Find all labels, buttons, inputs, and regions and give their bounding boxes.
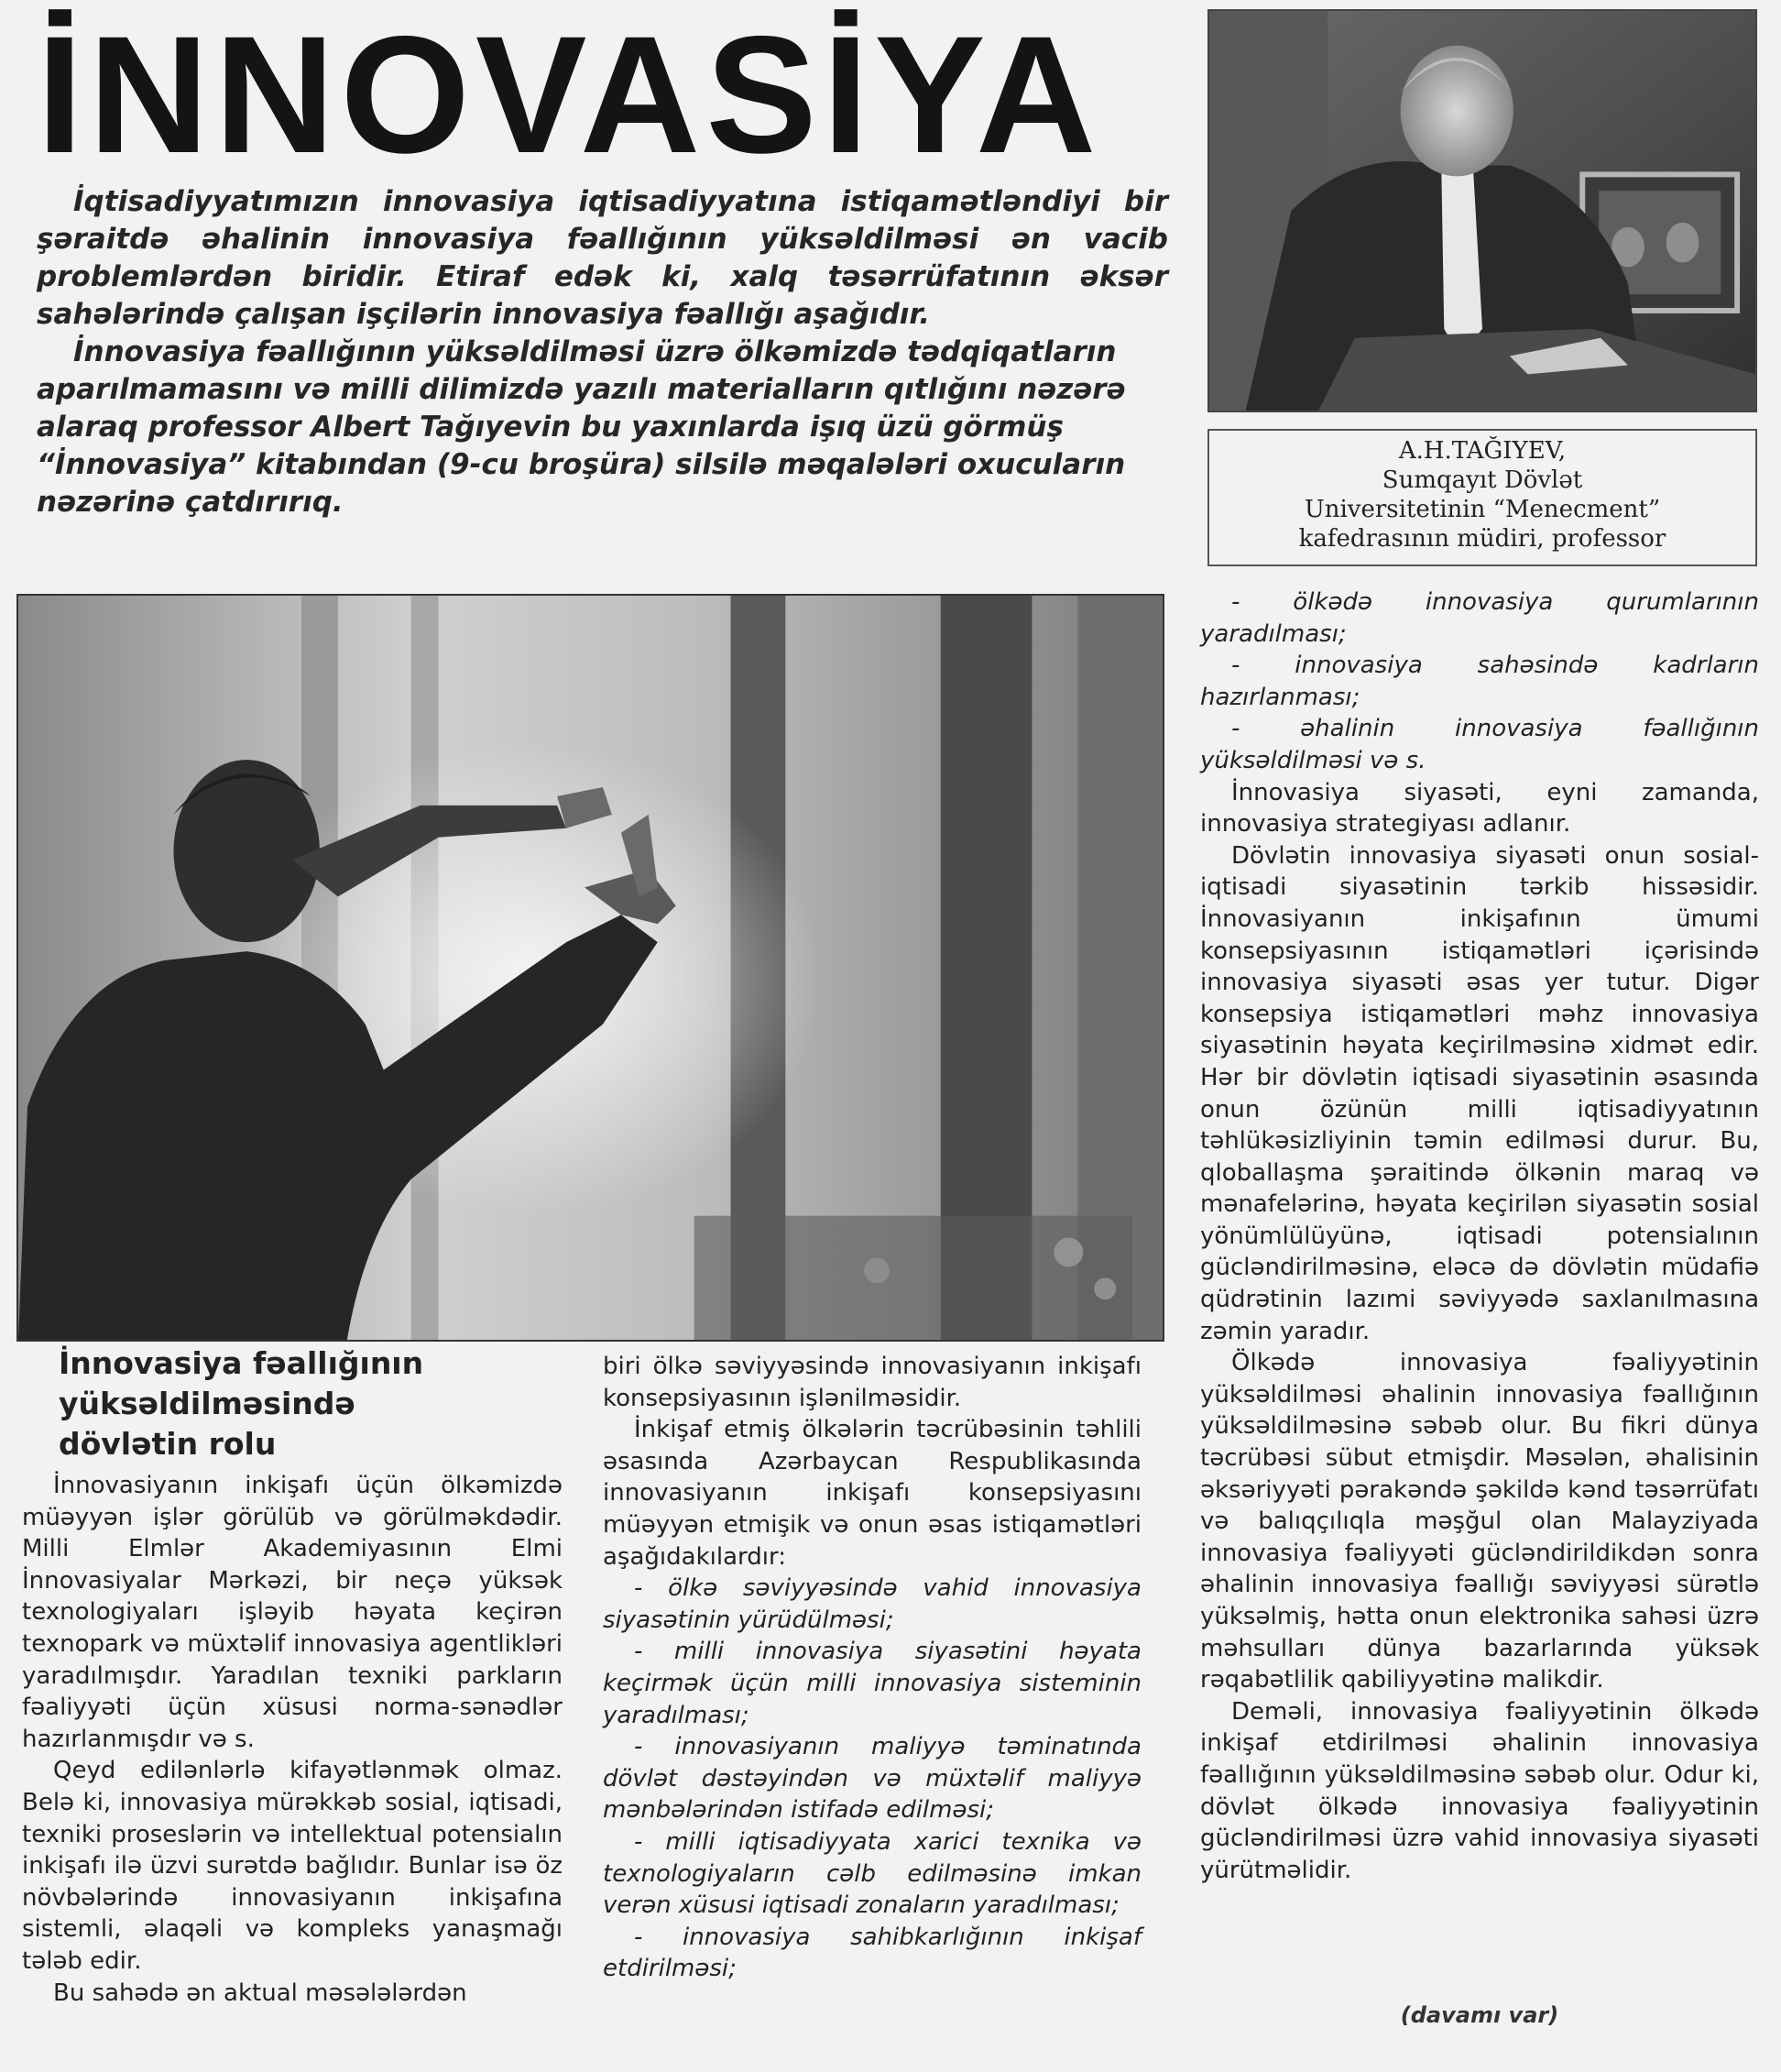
lead-paragraphs [37, 183, 1168, 521]
body-paragraph: Ölkədə innovasiya fəaliyyətinin yüksəldilməsi əhalinin innovasiya fəallığının yüksəldilməsinə səbəb olur. Bu fikri dünya təcrübəsi sübut etmişdir. Məsələn, əhalisinin əksəriyyəti pərakəndə şəkildə kənd təsərrüfatı və balıqçılıqla məşğul olan Malayziyada innovasiya fəaliyyəti gücləndirildikdən sonra əhalinin innovasiya fəallığı səviyyəsi sürətlə yüksəlmiş, hətta onun elektronika sahəsi üzrə məhsulları dünya bazarlarında yüksək rəqabətlilik qabiliyyətinə malikdir. [1200, 1349, 1759, 1694]
author-caption [1207, 429, 1757, 566]
article-column-2 [603, 1351, 1142, 1985]
author-university: Sumqayıt Dövlət [1382, 466, 1583, 494]
body-paragraph: İnnovasiya siyasəti, eyni zamanda, innovasiya strategiyası adlanır. [1200, 778, 1759, 839]
body-paragraph: biri ölkə səviyyəsində innovasiyanın inkişafı konsepsiyasının işlənilməsidir. [603, 1353, 1142, 1412]
list-item: - innovasiyanın maliyyə təminatında dövlət dəstəyindən və müxtəlif maliyyə mənbələrindən istifadə edilməsi; [603, 1733, 1142, 1825]
body-paragraph: Bu sahədə ən aktual məsələlərdən [53, 1979, 467, 2007]
body-paragraph: Qeyd edilənlərlə kifayətlənmək olmaz. Belə ki, innovasiya mürəkkəb sosial, iqtisadi, texniki proseslərin və intellektual potensialın inkişafı ilə üzvi surətdə bağlıdır. Bunlar isə öz növbələrində innovasiyanın inkişafına sistemli, əlaqəli və kompleks yanaşmağı tələb edir. [22, 1757, 563, 1975]
body-paragraph: İnkişaf etmiş ölkələrin təcrübəsinin təhlili əsasında Azərbaycan Respublikasında innovasiyanın inkişafı konsepsiyasını müəyyən etmişik və onun əsas istiqamətləri aşağıdakılardır: [603, 1416, 1142, 1571]
continued-note: (davamı var) [1400, 2002, 1559, 2028]
headline: İNNOVASİYA [37, 1, 1102, 188]
subhead-line: yüksəldilməsində [59, 1386, 355, 1421]
author-position: kafedrasının müdiri, professor [1298, 525, 1666, 553]
article-column-1 [22, 1343, 563, 2009]
list-item: - innovasiya sahəsində kadrların hazırlanması; [1200, 652, 1759, 711]
author-photo [1207, 9, 1757, 412]
list-item: - ölkə səviyyəsində vahid innovasiya siyasətinin yürüdülməsi; [603, 1574, 1142, 1634]
body-paragraph: Deməli, innovasiya fəaliyyətinin ölkədə inkişaf etdirilməsi əhalinin innovasiya fəallığının yüksəldilməsinə səbəb olur. Odur ki, dövlət ölkədə innovasiya fəaliyyətinin gücləndirilməsi üzrə vahid innovasiya siyasəti yürütməlidir. [1200, 1697, 1759, 1884]
author-photo-image [1209, 11, 1755, 411]
lead-paragraph: İnnovasiya fəallığının yüksəldilməsi üzrə ölkəmizdə tədqiqatların aparılmamasını və milli dilimizdə yazılı materialların qıtlığını nəzərə alaraq professor Albert Tağıyevin bu yaxınlarda işıq üzü görmüş “İnnovasiya” kitabından (9-cu broşüra) silsilə məqalələri oxucuların nəzərinə çatdırırıq. [37, 335, 1126, 519]
section-subhead [22, 1343, 563, 1464]
list-item: - ölkədə innovasiya qurumlarının yaradılması; [1200, 588, 1759, 648]
author-department: Universitetinin “Menecment” [1304, 496, 1661, 523]
body-paragraph: İnnovasiyanın inkişafı üçün ölkəmizdə müəyyən işlər görülüb və görülməkdədir. Milli Elmlər Akademiyasının Elmi İnnovasiyalar Mərkəzi, bir neçə yüksək texnologiyaları işləyib həyata keçirən texnopark və müxtəlif innovasiya agentlikləri yaradılmışdır. Yaradılan texniki parkların fəaliyyəti üçün xüsusi norma-sənədlər hazırlanmışdır və s. [22, 1472, 563, 1753]
author-name: A.H.TAĞIYEV, [1398, 437, 1567, 465]
list-item: - milli iqtisadiyyata xarici texnika və texnologiyaların cəlb edilməsinə imkan verən xüsusi iqtisadi zonaların yaradılması; [603, 1827, 1142, 1920]
main-photo-image [18, 596, 1163, 1340]
list-item: - milli innovasiya siyasətini həyata keçirmək üçün milli innovasiya sisteminin yaradılması; [603, 1638, 1142, 1729]
list-item: - əhalinin innovasiya fəallığının yüksəldilməsi və s. [1200, 715, 1759, 774]
subhead-line: dövlətin rolu [59, 1426, 277, 1462]
list-item: - innovasiya sahibkarlığının inkişaf etdirilməsi; [603, 1923, 1142, 1983]
lead-paragraph: İqtisadiyyatımızın innovasiya iqtisadiyyatına istiqamətləndiyi bir şəraitdə əhalinin innovasiya fəallığının yüksəldilməsi ən vacib problemlərdən biridir. Etiraf edək ki, xalq təsərrüfatının əksər sahələrində çalışan işçilərin innovasiya fəallığı aşağıdır. [37, 185, 1168, 331]
article-column-3 [1200, 587, 1759, 1886]
body-paragraph: Dövlətin innovasiya siyasəti onun sosial-iqtisadi siyasətinin tərkib hissəsidir. İnnovasiyanın inkişafının ümumi konsepsiyasının istiqamətləri içərisində innovasiya siyasəti əsas yer tutur. Digər konsepsiya istiqamətləri məhz innovasiya siyasətinin həyata keçirilməsinə xidmət edir. Hər bir dövlətin iqtisadi siyasətinin əsasında onun özünün milli iqtisadiyyatının təhlükəsizliyinin təmin edilməsi durur. Bu, qloballaşma şəraitində ölkənin maraq və mənafelərinə, həyata keçirilən siyasətin sosial yönümlülüyünə, iqtisadi potensialının gücləndirilməsinə, eləcə də dövlətin müdafiə qüdrətinin lazımi səviyyədə saxlanılmasına zəmin yaradır. [1200, 841, 1759, 1345]
subhead-line: İnnovasiya fəallığının [59, 1345, 424, 1381]
main-photo [16, 594, 1164, 1342]
